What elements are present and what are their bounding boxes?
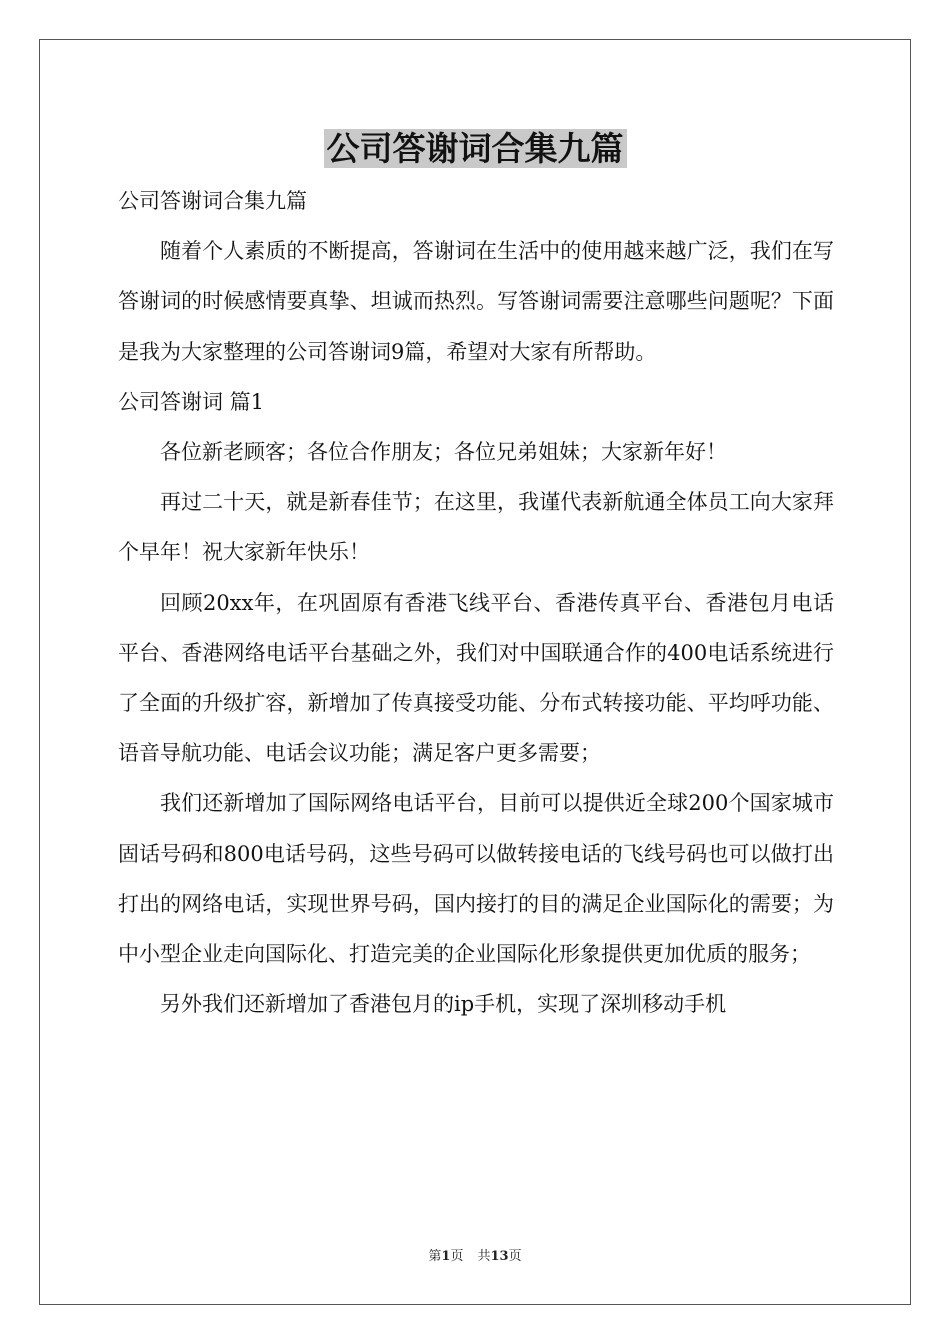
paragraph-intro: 随着个人素质的不断提高，答谢词在生活中的使用越来越广泛，我们在写答谢词的时候感情要真挚、坦诚而热烈。写答谢词需要注意哪些问题呢？下面是我为大家整理的公司答谢词9篇，希望对大家有所帮助。 [118,239,834,364]
page-footer [0,1247,950,1267]
paragraph-new-year: 再过二十天，就是新春佳节；在这里，我谨代表新航通全体员工向大家拜个早年！祝大家新年快乐！ [118,490,834,565]
document-title-text: 公司答谢词合集九篇 [324,129,627,168]
section-heading-1: 公司答谢词 篇1 [118,389,265,414]
footer-page-unit: 页 [450,1249,464,1264]
footer-total-prefix: 共 [477,1249,491,1264]
document-body [118,176,834,1029]
footer-page-total: 13 [490,1249,509,1264]
footer-page-prefix: 第 [428,1249,442,1264]
paragraph-ip-phone: 另外我们还新增加了香港包月的ip手机，实现了深圳移动手机 [160,992,727,1017]
footer-total-unit: 页 [508,1249,522,1264]
document-title [0,124,950,174]
footer-page-current: 1 [441,1249,451,1264]
paragraph-greeting: 各位新老顾客；各位合作朋友；各位兄弟姐妹；大家新年好！ [160,440,727,465]
paragraph-subtitle: 公司答谢词合集九篇 [118,189,307,213]
paragraph-review: 回顾20xx年，在巩固原有香港飞线平台、香港传真平台、香港包月电话平台、香港网络电话平台基础之外，我们对中国联通合作的400电话系统进行了全面的升级扩容，新增加了传真接受功能、分布式转接功能、平均呼功能、语音导航功能、电话会议功能；满足客户更多需要； [118,590,834,766]
paragraph-international: 我们还新增加了国际网络电话平台，目前可以提供近全球200个国家城市固话号码和800电话号码，这些号码可以做转接电话的飞线号码也可以做打出打出的网络电话，实现世界号码，国内接打的目的满足企业国际化的需要；为中小型企业走向国际化、打造完美的企业国际化形象提供更加优质的服务； [118,791,834,967]
